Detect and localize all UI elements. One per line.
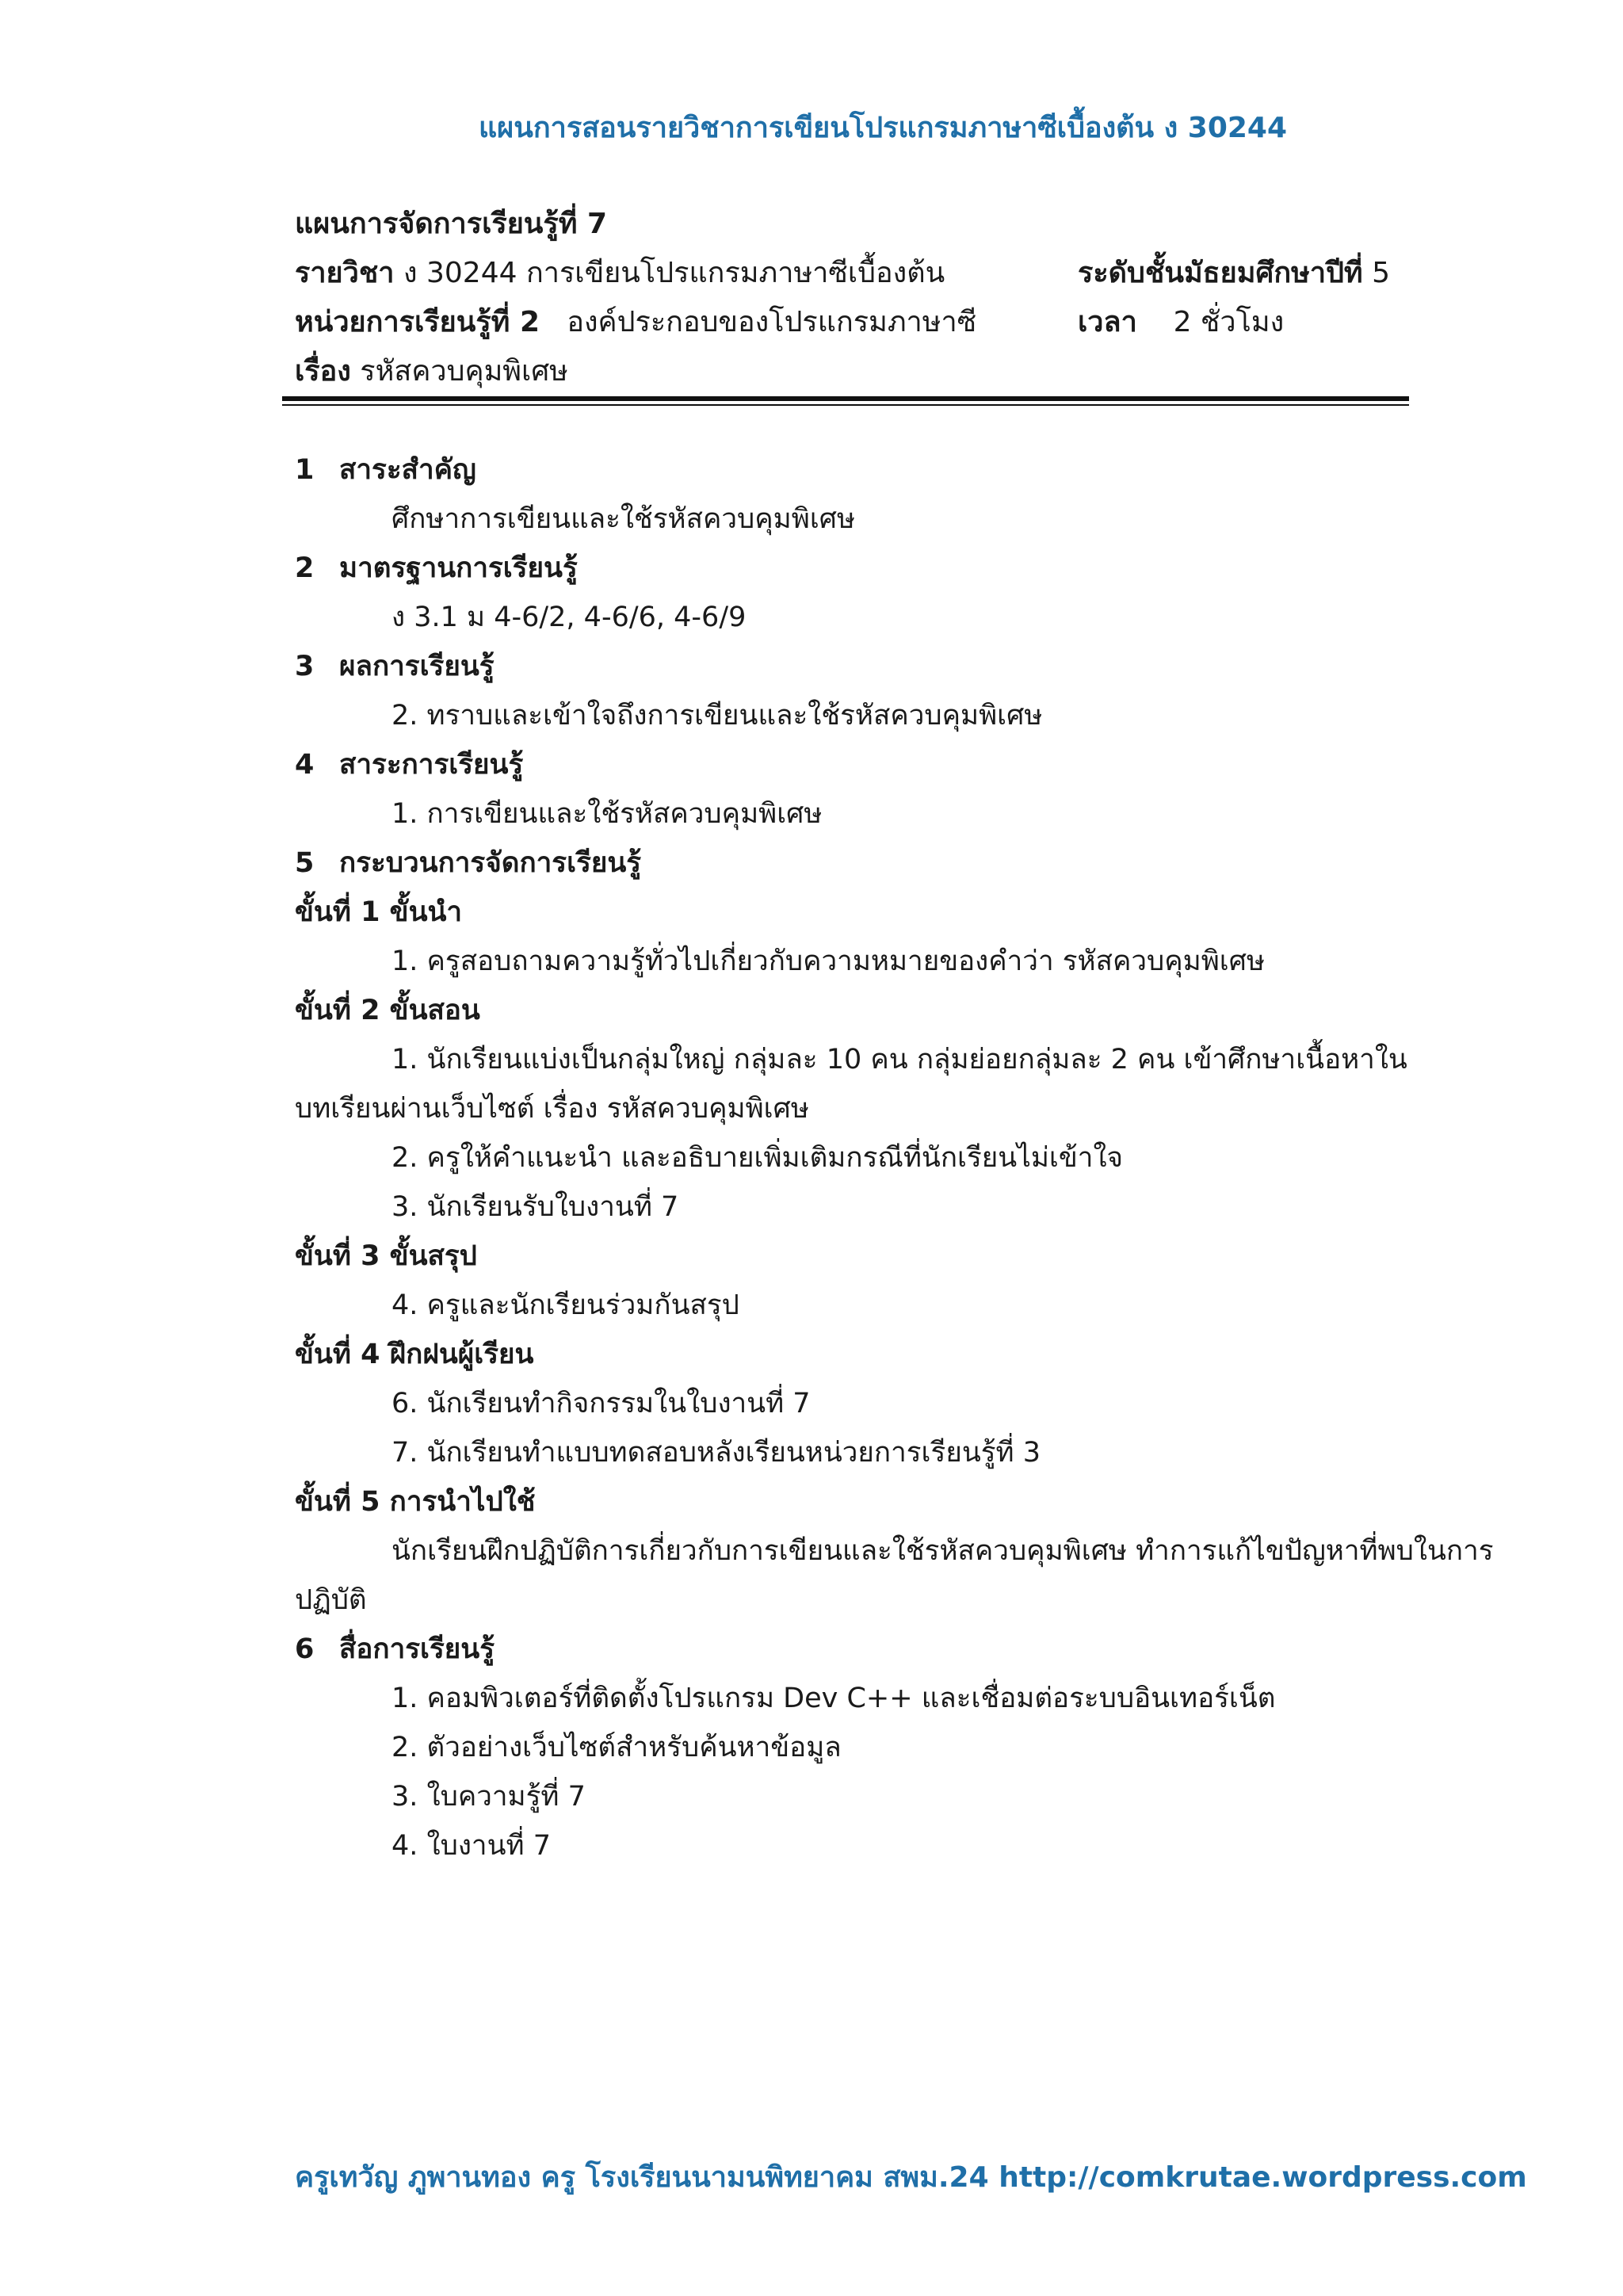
media-item-1: 1. คอมพิวเตอร์ที่ติดตั้งโปรแกรม Dev C++ และเชื่อมต่อระบบอินเทอร์เน็ต xyxy=(391,1683,1276,1714)
step-2-heading: ขั้นที่ 2 ขั้นสอน xyxy=(295,995,480,1026)
plan-info-right xyxy=(1078,249,1390,347)
time-value: 2 ชั่วโมง xyxy=(1173,306,1285,338)
time-label: เวลา xyxy=(1078,306,1137,338)
section-3-heading: 3 ผลการเรียนรู้ xyxy=(295,651,495,682)
section-2-text: ง 3.1 ม 4-6/2, 4-6/6, 4-6/9 xyxy=(391,602,747,633)
step-5-text: นักเรียนฝึกปฏิบัติการเกี่ยวกับการเขียนและใช้รหัสควบคุมพิเศษ ทำการแก้ไขปัญหาที่พบในการ xyxy=(391,1535,1494,1567)
page-header: แผนการสอนรายวิชาการเขียนโปรแกรมภาษาซีเบื้องต้น ง 30244 xyxy=(478,112,1288,144)
step-4-heading: ขั้นที่ 4 ฝึกฝนผู้เรียน xyxy=(295,1339,534,1370)
level-label: ระดับชั้นมัธยมศึกษาปีที่ xyxy=(1078,257,1363,289)
header-rule-thick xyxy=(282,396,1409,401)
section-2-heading: 2 มาตรฐานการเรียนรู้ xyxy=(295,552,578,584)
plan-info xyxy=(295,200,976,396)
header-rule-thin xyxy=(282,404,1409,406)
step-1-item: 1. ครูสอบถามความรู้ทั่วไปเกี่ยวกับความหมายของคำว่า รหัสควบคุมพิเศษ xyxy=(391,946,1266,977)
step-3-item: 4. ครูและนักเรียนร่วมกันสรุป xyxy=(391,1289,739,1321)
media-item-4: 4. ใบงานที่ 7 xyxy=(391,1830,551,1862)
step-2-item-1: 1. นักเรียนแบ่งเป็นกลุ่มใหญ่ กลุ่มละ 10 คน กลุ่มย่อยกลุ่มละ 2 คน เข้าศึกษาเนื้อหาใน xyxy=(391,1044,1407,1075)
unit-value: องค์ประกอบของโปรแกรมภาษาซี xyxy=(567,306,977,338)
step-3-heading: ขั้นที่ 3 ขั้นสรุป xyxy=(295,1240,477,1272)
subject-value: ง 30244 การเขียนโปรแกรมภาษาซีเบื้องต้น xyxy=(403,257,945,289)
level-value: 5 xyxy=(1372,257,1391,289)
media-item-3: 3. ใบความรู้ที่ 7 xyxy=(391,1781,586,1813)
step-2-item-1-cont: บทเรียนผ่านเว็บไซต์ เรื่อง รหัสควบคุมพิเศษ xyxy=(295,1093,809,1125)
page-footer: ครูเทวัญ ภูพานทอง ครู โรงเรียนนามนพิทยาคม สพม.24 http://comkrutae.wordpress.com xyxy=(295,2161,1527,2194)
step-5-heading: ขั้นที่ 5 การนำไปใช้ xyxy=(295,1486,536,1518)
section-4-text: 1. การเขียนและใช้รหัสควบคุมพิเศษ xyxy=(391,798,823,830)
step-2-item-2: 2. ครูให้คำแนะนำ และอธิบายเพิ่มเติมกรณีที่นักเรียนไม่เข้าใจ xyxy=(391,1142,1124,1174)
plan-title: แผนการจัดการเรียนรู้ที่ 7 xyxy=(295,208,608,240)
section-1-heading: 1 สาระสำคัญ xyxy=(295,454,476,486)
step-4-item-2: 7. นักเรียนทำแบบทดสอบหลังเรียนหน่วยการเรียนรู้ที่ 3 xyxy=(391,1437,1041,1469)
step-4-item-1: 6. นักเรียนทำกิจกรรมในใบงานที่ 7 xyxy=(391,1388,811,1419)
topic-value: รหัสควบคุมพิเศษ xyxy=(360,355,568,388)
subject-label: รายวิชา xyxy=(295,257,395,289)
section-6-heading: 6 สื่อการเรียนรู้ xyxy=(295,1633,495,1665)
topic-label: เรื่อง xyxy=(295,355,351,388)
step-1-heading: ขั้นที่ 1 ขั้นนำ xyxy=(295,896,463,928)
step-2-item-3: 3. นักเรียนรับใบงานที่ 7 xyxy=(391,1191,679,1223)
section-5-heading: 5 กระบวนการจัดการเรียนรู้ xyxy=(295,847,642,879)
section-4-heading: 4 สาระการเรียนรู้ xyxy=(295,749,524,781)
step-5-text-cont: ปฏิบัติ xyxy=(295,1584,367,1616)
media-item-2: 2. ตัวอย่างเว็บไซต์สำหรับค้นหาข้อมูล xyxy=(391,1732,842,1763)
unit-label: หน่วยการเรียนรู้ที่ 2 xyxy=(295,306,540,338)
section-3-text: 2. ทราบและเข้าใจถึงการเขียนและใช้รหัสควบคุมพิเศษ xyxy=(391,700,1043,732)
section-1-text: ศึกษาการเขียนและใช้รหัสควบคุมพิเศษ xyxy=(391,503,856,535)
plan-body xyxy=(295,445,1494,1870)
